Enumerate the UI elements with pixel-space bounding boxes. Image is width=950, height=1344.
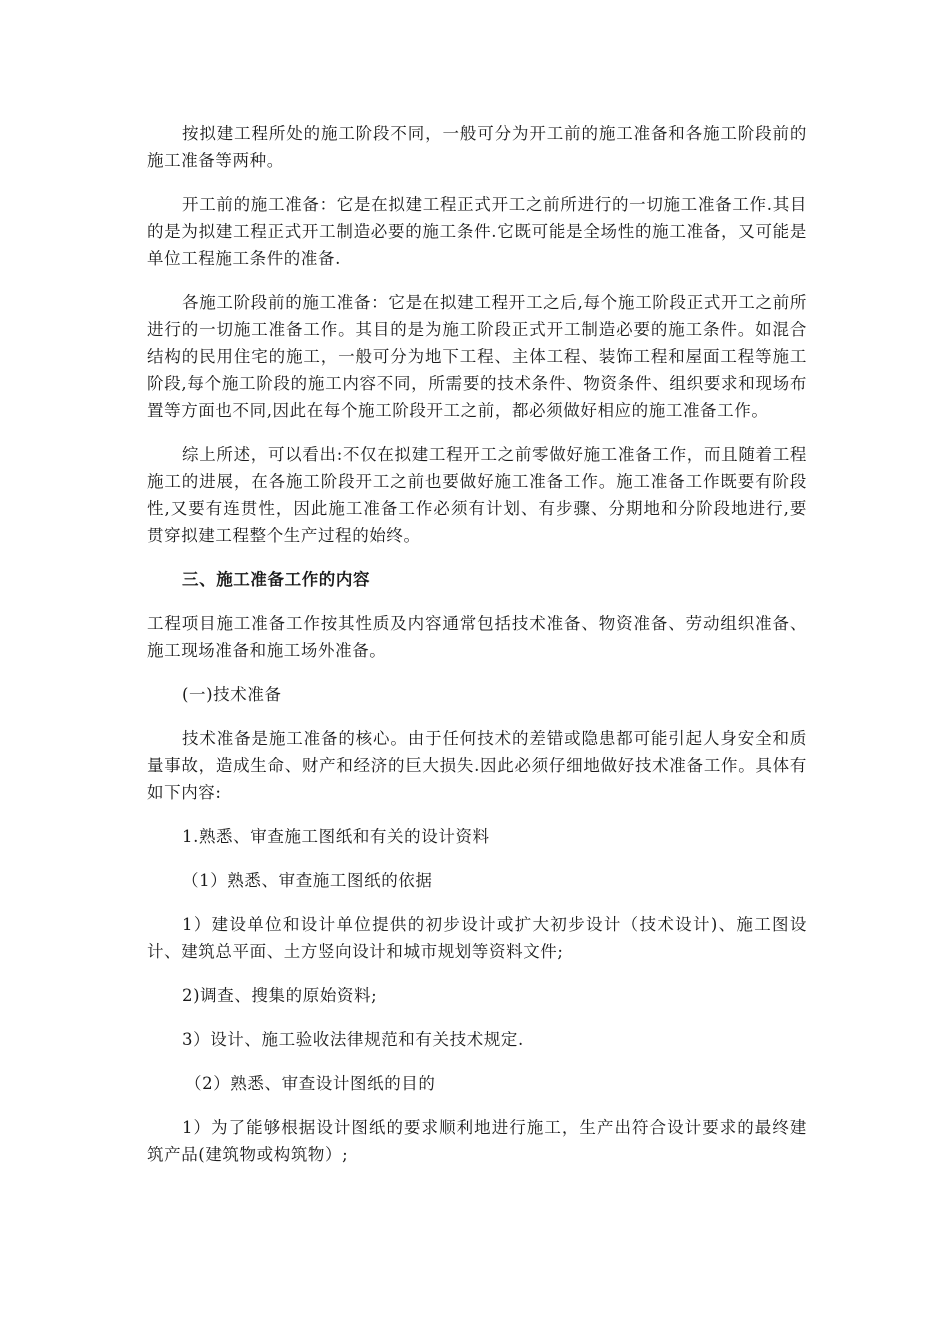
section-intro: 工程项目施工准备工作按其性质及内容通常包括技术准备、物资准备、劳动组织准备、施工现场准备和施工场外准备。 (147, 614, 807, 660)
list-item: 1）建设单位和设计单位提供的初步设计或扩大初步设计（技术设计)、施工图设计、建筑总平面、土方竖向设计和城市规划等资料文件; (147, 915, 807, 961)
subsection-heading: (一)技术准备 (182, 685, 282, 704)
list-item: 2)调查、搜集的原始资料; (182, 986, 378, 1005)
subsection-intro: 技术准备是施工准备的核心。由于任何技术的差错或隐患都可能引起人身安全和质量事故，造成生命、财产和经济的巨大损失.因此必须仔细地做好技术准备工作。具体有如下内容: (147, 729, 807, 802)
paragraph-preparation-before-each-stage: 各施工阶段前的施工准备：它是在拟建工程开工之后,每个施工阶段正式开工之前所进行的一切施工准备工作。其目的是为施工阶段正式开工制造必要的施工条件。如混合结构的民用住宅的施工，一般可分为地下工程、主体工程、装饰工程和屋面工程等施工阶段,每个施工阶段的施工内容不同，所需要的技术条件、物资条件、组织要求和现场布置等方面也不同,因此在每个施工阶段开工之前，都必须做好相应的施工准备工作。 (147, 293, 807, 420)
point-heading: 1.熟悉、审查施工图纸和有关的设计资料 (182, 827, 490, 846)
section-heading: 三、施工准备工作的内容 (182, 570, 371, 589)
document-body (147, 120, 807, 1185)
sub-point-heading: （1）熟悉、审查施工图纸的依据 (182, 871, 433, 890)
list-item: 3）设计、施工验收法律规范和有关技术规定. (182, 1030, 524, 1049)
sub-point-heading: （2）熟悉、审查设计图纸的目的 (185, 1074, 436, 1093)
paragraph-summary: 综上所述，可以看出:不仅在拟建工程开工之前零做好施工准备工作，而且随着工程施工的进展，在各施工阶段开工之前也要做好施工准备工作。施工准备工作既要有阶段性,又要有连贯性，因此施工准备工作必须有计划、有步骤、分期地和分阶段地进行,要贯穿拟建工程整个生产过程的始终。 (147, 445, 807, 545)
paragraph-construction-stage-classification: 按拟建工程所处的施工阶段不同，一般可分为开工前的施工准备和各施工阶段前的施工准备等两种。 (147, 124, 807, 170)
list-item: 1）为了能够根据设计图纸的要求顺利地进行施工，生产出符合设计要求的最终建筑产品(建筑物或构筑物）; (147, 1118, 807, 1164)
paragraph-preparation-before-start: 开工前的施工准备：它是在拟建工程正式开工之前所进行的一切施工准备工作.其目的是为拟建工程正式开工制造必要的施工条件.它既可能是全场性的施工准备，又可能是单位工程施工条件的准备. (147, 195, 807, 268)
